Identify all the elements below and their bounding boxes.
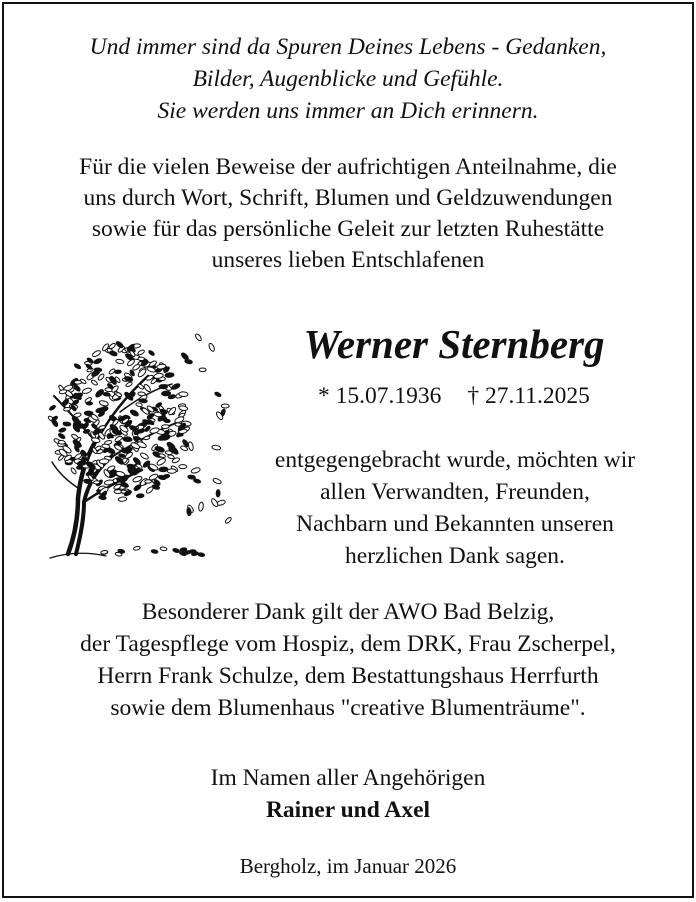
leaf-shape	[179, 405, 188, 411]
leaf-shape	[70, 467, 77, 475]
leaf-shape	[167, 469, 176, 474]
thanks-line: allen Verwandten, Freunden,	[320, 479, 590, 505]
leaf-shape	[137, 349, 145, 356]
thanks-line: Nachbarn und Bekannten unseren	[296, 511, 614, 537]
thanks-line: herzlichen Dank sagen.	[345, 543, 565, 569]
leaf-shape	[137, 368, 147, 378]
leaf-shape	[145, 480, 152, 484]
leaf-shape	[58, 433, 66, 440]
leaf-shape	[135, 402, 142, 407]
leaf-shape	[208, 343, 216, 353]
special-thanks-line: Herrn Frank Schulze, dem Bestattungshaus Herrfurth	[97, 663, 599, 689]
leaf-shape	[82, 387, 92, 394]
windblown-tree-icon	[40, 312, 240, 562]
leaf-shape	[199, 368, 206, 372]
leaf-shape	[143, 436, 150, 441]
leaf-shape	[137, 383, 144, 390]
leaf-shape	[115, 359, 124, 364]
leaf-shape	[151, 549, 158, 554]
special-thanks-line: der Tagespflege vom Hospiz, dem DRK, Frau Zscherpel,	[80, 631, 616, 657]
intro-text	[4, 152, 692, 276]
leaf-shape	[162, 474, 170, 479]
thanks-line: entgegengebracht wurde, möchten wir	[274, 447, 636, 473]
special-thanks-line: Besonderer Dank gilt der AWO Bad Belzig,	[141, 599, 555, 625]
leaf-shape	[95, 388, 105, 398]
leaf-shape	[132, 457, 141, 466]
leaf-shape	[49, 405, 56, 411]
leaf-shape	[118, 497, 127, 502]
leaf-shape	[126, 358, 135, 366]
signature-block	[4, 762, 692, 826]
place-date: Bergholz, im Januar 2026	[239, 854, 457, 878]
on-behalf-line: Im Namen aller Angehörigen	[210, 765, 486, 791]
leaf-shape	[101, 550, 108, 554]
leaf-shape	[159, 384, 168, 388]
leaf-shape	[221, 404, 229, 408]
leaf-shape	[63, 422, 71, 427]
special-thanks	[4, 596, 692, 724]
leaf-shape	[58, 440, 65, 444]
leaf-shape	[224, 517, 232, 525]
signature-names: Rainer und Axel	[265, 797, 431, 823]
leaf-shape	[91, 379, 99, 386]
leaf-shape	[191, 467, 201, 474]
leaf-shape	[139, 452, 149, 460]
leaf-shape	[133, 546, 140, 551]
leaf-shape	[129, 409, 139, 417]
leaf-shape	[58, 427, 66, 433]
leaf-shape	[61, 398, 70, 407]
leaf-shape	[125, 381, 132, 387]
leaf-shape	[161, 425, 169, 429]
leaf-shape	[162, 391, 171, 396]
intro-line: sowie für das persönliche Geleit zur letzten Ruhestätte	[91, 216, 605, 242]
leaf-shape	[139, 398, 147, 403]
leaf-shape	[115, 340, 124, 348]
birth-date: * 15.07.1936	[318, 383, 442, 409]
leaf-shape	[51, 418, 59, 427]
leaf-shape	[194, 333, 202, 342]
leaf-shape	[165, 373, 174, 378]
leaf-shape	[74, 363, 82, 370]
leaf-shape	[156, 457, 167, 466]
leaf-shape	[123, 436, 133, 442]
leaf-shape	[143, 383, 152, 392]
leaf-shape	[145, 486, 154, 495]
leaf-shape	[198, 502, 204, 512]
leaf-shape	[74, 380, 82, 384]
leaf-shape	[160, 547, 167, 551]
leaf-shape	[148, 350, 155, 356]
leaf-shape	[187, 507, 192, 515]
quote-line: Bilder, Augenblicke und Gefühle.	[192, 66, 504, 92]
leaf-shape	[94, 368, 102, 372]
leaf-shape	[93, 358, 102, 365]
leaf-shape	[184, 359, 192, 364]
leaf-shape	[179, 392, 188, 397]
quote-line: Sie werden uns immer an Dich erinnern.	[157, 98, 539, 124]
intro-line: uns durch Wort, Schrift, Blumen und Geldzuwendungen	[83, 185, 613, 211]
leaf-shape	[86, 402, 92, 405]
leaf-shape	[99, 459, 109, 464]
leaf-shape	[179, 465, 187, 469]
leaf-shape	[109, 351, 117, 357]
leaf-shape	[212, 445, 221, 451]
leaf-shape	[108, 368, 116, 375]
leaf-shape	[198, 552, 205, 556]
leaf-shape	[212, 477, 222, 484]
leaf-shape	[210, 498, 219, 508]
memorial-quote	[4, 31, 692, 127]
deceased-name: Werner Sternberg	[303, 321, 605, 367]
leaf-shape	[76, 466, 83, 470]
leaf-shape	[167, 454, 174, 459]
leaf-shape	[115, 471, 125, 478]
leaf-shape	[93, 480, 100, 484]
intro-line: Für die vielen Beweise der aufrichtigen Anteilnahme, die	[79, 154, 617, 180]
leaf-shape	[188, 441, 194, 451]
leaf-shape	[172, 548, 180, 553]
thanks-text	[240, 444, 670, 572]
life-dates	[244, 380, 664, 412]
leaf-shape	[136, 494, 144, 498]
special-thanks-line: sowie dem Blumenhaus "creative Blumenträume".	[110, 695, 586, 721]
obituary-card	[2, 2, 694, 898]
leaf-shape	[188, 475, 196, 480]
leaf-shape	[99, 400, 109, 407]
intro-line: unseres lieben Entschlafenen	[211, 247, 485, 273]
leaf-shape	[138, 357, 145, 361]
death-date: † 27.11.2025	[467, 383, 590, 409]
leaf-shape	[92, 349, 102, 357]
leaf-shape	[216, 490, 220, 497]
leaf-shape	[159, 467, 168, 472]
leaf-shape	[84, 411, 93, 416]
quote-line: Und immer sind da Spuren Deines Lebens - Gedanken,	[89, 34, 607, 60]
leaf-shape	[214, 391, 222, 397]
